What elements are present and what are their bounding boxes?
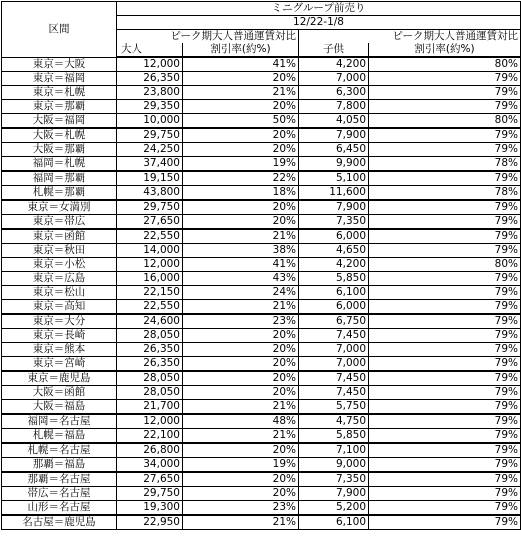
child-fare-cell: 7,450 bbox=[299, 386, 369, 400]
route-cell: 東京＝熊本 bbox=[2, 343, 117, 357]
table-row bbox=[2, 128, 521, 143]
child-fare-cell: 6,100 bbox=[299, 286, 369, 300]
child-fare-cell: 4,200 bbox=[299, 57, 369, 72]
child-discount-cell: 79% bbox=[369, 414, 521, 429]
child-fare-cell: 7,900 bbox=[299, 487, 369, 501]
table-row bbox=[2, 57, 521, 72]
adult-fare-cell: 26,350 bbox=[117, 357, 183, 372]
table-row bbox=[2, 414, 521, 429]
table-row bbox=[2, 357, 521, 372]
fare-table-sheet bbox=[1, 1, 521, 530]
adult-fare-cell: 28,050 bbox=[117, 371, 183, 386]
route-cell: 大阪＝函館 bbox=[2, 386, 117, 400]
child-fare-cell: 5,750 bbox=[299, 400, 369, 415]
route-cell: 帯広＝名古屋 bbox=[2, 487, 117, 501]
table-row bbox=[2, 114, 521, 129]
adult-discount-cell: 21% bbox=[183, 515, 299, 530]
child-discount-cell: 79% bbox=[369, 100, 521, 114]
adult-discount-cell: 22% bbox=[183, 171, 299, 186]
adult-fare-cell: 22,100 bbox=[117, 429, 183, 444]
table-row bbox=[2, 215, 521, 230]
route-cell: 東京＝高知 bbox=[2, 300, 117, 315]
child-fare-cell: 6,300 bbox=[299, 86, 369, 100]
route-cell: 東京＝札幌 bbox=[2, 86, 117, 100]
table-row bbox=[2, 329, 521, 343]
route-cell: 東京＝函館 bbox=[2, 229, 117, 244]
header-title: ミニグループ前売り bbox=[117, 2, 521, 16]
adult-discount-cell: 41% bbox=[183, 57, 299, 72]
table-row bbox=[2, 400, 521, 415]
route-cell: 那覇＝福島 bbox=[2, 458, 117, 473]
table-row bbox=[2, 371, 521, 386]
route-cell: 東京＝小松 bbox=[2, 258, 117, 272]
child-fare-cell: 5,200 bbox=[299, 501, 369, 516]
header-period: 12/22-1/8 bbox=[117, 16, 521, 30]
table-row bbox=[2, 314, 521, 329]
child-discount-cell: 79% bbox=[369, 458, 521, 473]
table-row bbox=[2, 286, 521, 300]
table-row bbox=[2, 143, 521, 157]
child-discount-cell: 79% bbox=[369, 429, 521, 444]
table-row bbox=[2, 186, 521, 201]
adult-discount-cell: 48% bbox=[183, 414, 299, 429]
route-cell: 福岡＝札幌 bbox=[2, 157, 117, 172]
adult-fare-cell: 21,700 bbox=[117, 400, 183, 415]
child-discount-cell: 79% bbox=[369, 215, 521, 230]
adult-discount-cell: 38% bbox=[183, 244, 299, 258]
route-cell: 札幌＝福島 bbox=[2, 429, 117, 444]
adult-discount-cell: 21% bbox=[183, 429, 299, 444]
child-fare-cell: 5,850 bbox=[299, 429, 369, 444]
table-row bbox=[2, 244, 521, 258]
table-row bbox=[2, 200, 521, 215]
route-cell: 札幌＝名古屋 bbox=[2, 443, 117, 458]
child-fare-cell: 9,900 bbox=[299, 157, 369, 172]
adult-fare-cell: 19,150 bbox=[117, 171, 183, 186]
header-adult-discount: 割引率(約%) bbox=[183, 43, 299, 57]
route-cell: 山形＝名古屋 bbox=[2, 501, 117, 516]
adult-discount-cell: 20% bbox=[183, 443, 299, 458]
header-adult-group: ピーク期大人普通運賃対比 bbox=[117, 30, 299, 44]
table-row bbox=[2, 100, 521, 114]
adult-discount-cell: 20% bbox=[183, 487, 299, 501]
adult-discount-cell: 21% bbox=[183, 86, 299, 100]
table-row bbox=[2, 386, 521, 400]
child-discount-cell: 80% bbox=[369, 57, 521, 72]
child-discount-cell: 79% bbox=[369, 386, 521, 400]
table-row bbox=[2, 458, 521, 473]
child-fare-cell: 6,000 bbox=[299, 300, 369, 315]
adult-fare-cell: 29,350 bbox=[117, 100, 183, 114]
child-discount-cell: 79% bbox=[369, 300, 521, 315]
child-discount-cell: 80% bbox=[369, 114, 521, 129]
child-discount-cell: 80% bbox=[369, 258, 521, 272]
header-child-group: ピーク期大人普通運賃対比 bbox=[299, 30, 521, 44]
child-discount-cell: 79% bbox=[369, 272, 521, 286]
adult-fare-cell: 12,000 bbox=[117, 258, 183, 272]
adult-fare-cell: 23,800 bbox=[117, 86, 183, 100]
adult-fare-cell: 26,350 bbox=[117, 343, 183, 357]
table-row bbox=[2, 515, 521, 530]
child-fare-cell: 9,000 bbox=[299, 458, 369, 473]
adult-fare-cell: 22,550 bbox=[117, 229, 183, 244]
adult-discount-cell: 20% bbox=[183, 128, 299, 143]
adult-fare-cell: 12,000 bbox=[117, 414, 183, 429]
adult-discount-cell: 41% bbox=[183, 258, 299, 272]
adult-fare-cell: 29,750 bbox=[117, 487, 183, 501]
child-discount-cell: 79% bbox=[369, 443, 521, 458]
adult-discount-cell: 19% bbox=[183, 157, 299, 172]
adult-fare-cell: 19,300 bbox=[117, 501, 183, 516]
route-cell: 大阪＝那覇 bbox=[2, 143, 117, 157]
child-fare-cell: 7,000 bbox=[299, 357, 369, 372]
route-cell: 大阪＝札幌 bbox=[2, 128, 117, 143]
table-row bbox=[2, 171, 521, 186]
header-child: 子供 bbox=[299, 43, 369, 57]
route-cell: 福岡＝名古屋 bbox=[2, 414, 117, 429]
adult-discount-cell: 20% bbox=[183, 343, 299, 357]
child-fare-cell: 7,900 bbox=[299, 128, 369, 143]
header-adult: 大人 bbox=[117, 43, 183, 57]
adult-discount-cell: 20% bbox=[183, 386, 299, 400]
adult-fare-cell: 14,000 bbox=[117, 244, 183, 258]
route-cell: 那覇＝名古屋 bbox=[2, 472, 117, 487]
adult-fare-cell: 43,800 bbox=[117, 186, 183, 201]
route-cell: 東京＝松山 bbox=[2, 286, 117, 300]
child-discount-cell: 79% bbox=[369, 171, 521, 186]
table-row bbox=[2, 229, 521, 244]
child-discount-cell: 79% bbox=[369, 72, 521, 86]
route-cell: 東京＝広島 bbox=[2, 272, 117, 286]
route-cell: 東京＝那覇 bbox=[2, 100, 117, 114]
adult-fare-cell: 26,350 bbox=[117, 72, 183, 86]
child-fare-cell: 7,900 bbox=[299, 200, 369, 215]
child-fare-cell: 4,750 bbox=[299, 414, 369, 429]
route-cell: 福岡＝那覇 bbox=[2, 171, 117, 186]
child-discount-cell: 79% bbox=[369, 244, 521, 258]
adult-discount-cell: 20% bbox=[183, 215, 299, 230]
table-row bbox=[2, 487, 521, 501]
adult-discount-cell: 24% bbox=[183, 286, 299, 300]
table-row bbox=[2, 343, 521, 357]
table-row bbox=[2, 443, 521, 458]
child-fare-cell: 7,100 bbox=[299, 443, 369, 458]
route-cell: 札幌＝那覇 bbox=[2, 186, 117, 201]
child-discount-cell: 79% bbox=[369, 286, 521, 300]
route-cell: 東京＝長崎 bbox=[2, 329, 117, 343]
adult-discount-cell: 50% bbox=[183, 114, 299, 129]
route-cell: 東京＝宮崎 bbox=[2, 357, 117, 372]
route-cell: 東京＝鹿児島 bbox=[2, 371, 117, 386]
child-discount-cell: 79% bbox=[369, 357, 521, 372]
child-fare-cell: 6,100 bbox=[299, 515, 369, 530]
table-row bbox=[2, 472, 521, 487]
child-fare-cell: 4,650 bbox=[299, 244, 369, 258]
child-fare-cell: 7,450 bbox=[299, 371, 369, 386]
route-cell: 東京＝秋田 bbox=[2, 244, 117, 258]
fare-table bbox=[1, 1, 521, 530]
adult-discount-cell: 20% bbox=[183, 72, 299, 86]
adult-discount-cell: 21% bbox=[183, 229, 299, 244]
child-fare-cell: 5,100 bbox=[299, 171, 369, 186]
adult-fare-cell: 37,400 bbox=[117, 157, 183, 172]
child-discount-cell: 79% bbox=[369, 128, 521, 143]
adult-fare-cell: 27,650 bbox=[117, 472, 183, 487]
child-fare-cell: 7,000 bbox=[299, 343, 369, 357]
child-discount-cell: 79% bbox=[369, 200, 521, 215]
child-discount-cell: 78% bbox=[369, 186, 521, 201]
child-discount-cell: 78% bbox=[369, 157, 521, 172]
child-fare-cell: 6,000 bbox=[299, 229, 369, 244]
adult-fare-cell: 29,750 bbox=[117, 200, 183, 215]
child-fare-cell: 7,800 bbox=[299, 100, 369, 114]
adult-fare-cell: 24,250 bbox=[117, 143, 183, 157]
adult-fare-cell: 34,000 bbox=[117, 458, 183, 473]
route-cell: 東京＝帯広 bbox=[2, 215, 117, 230]
adult-discount-cell: 20% bbox=[183, 100, 299, 114]
table-row bbox=[2, 86, 521, 100]
route-cell: 東京＝大分 bbox=[2, 314, 117, 329]
adult-discount-cell: 21% bbox=[183, 300, 299, 315]
child-fare-cell: 5,850 bbox=[299, 272, 369, 286]
fare-rows bbox=[2, 57, 521, 530]
table-row bbox=[2, 72, 521, 86]
child-fare-cell: 4,200 bbox=[299, 258, 369, 272]
child-discount-cell: 79% bbox=[369, 472, 521, 487]
child-fare-cell: 4,050 bbox=[299, 114, 369, 129]
child-discount-cell: 79% bbox=[369, 143, 521, 157]
child-fare-cell: 7,350 bbox=[299, 215, 369, 230]
table-row bbox=[2, 272, 521, 286]
adult-discount-cell: 20% bbox=[183, 371, 299, 386]
adult-fare-cell: 29,750 bbox=[117, 128, 183, 143]
child-discount-cell: 79% bbox=[369, 487, 521, 501]
child-discount-cell: 79% bbox=[369, 343, 521, 357]
adult-fare-cell: 10,000 bbox=[117, 114, 183, 129]
adult-fare-cell: 24,600 bbox=[117, 314, 183, 329]
adult-discount-cell: 20% bbox=[183, 357, 299, 372]
child-fare-cell: 7,350 bbox=[299, 472, 369, 487]
route-cell: 東京＝福岡 bbox=[2, 72, 117, 86]
adult-fare-cell: 22,550 bbox=[117, 300, 183, 315]
child-discount-cell: 79% bbox=[369, 86, 521, 100]
table-row bbox=[2, 429, 521, 444]
adult-fare-cell: 28,050 bbox=[117, 386, 183, 400]
table-row bbox=[2, 258, 521, 272]
route-cell: 大阪＝福島 bbox=[2, 400, 117, 415]
adult-fare-cell: 28,050 bbox=[117, 329, 183, 343]
adult-fare-cell: 26,800 bbox=[117, 443, 183, 458]
child-discount-cell: 79% bbox=[369, 501, 521, 516]
adult-discount-cell: 19% bbox=[183, 458, 299, 473]
adult-discount-cell: 20% bbox=[183, 143, 299, 157]
adult-discount-cell: 23% bbox=[183, 501, 299, 516]
table-row bbox=[2, 157, 521, 172]
adult-discount-cell: 20% bbox=[183, 200, 299, 215]
header-child-discount: 割引率(約%) bbox=[369, 43, 521, 57]
child-discount-cell: 79% bbox=[369, 314, 521, 329]
child-fare-cell: 6,750 bbox=[299, 314, 369, 329]
table-row bbox=[2, 501, 521, 516]
adult-fare-cell: 27,650 bbox=[117, 215, 183, 230]
child-fare-cell: 7,450 bbox=[299, 329, 369, 343]
adult-discount-cell: 20% bbox=[183, 329, 299, 343]
adult-fare-cell: 22,950 bbox=[117, 515, 183, 530]
child-fare-cell: 7,000 bbox=[299, 72, 369, 86]
route-cell: 名古屋＝鹿児島 bbox=[2, 515, 117, 530]
adult-discount-cell: 43% bbox=[183, 272, 299, 286]
child-discount-cell: 79% bbox=[369, 229, 521, 244]
child-fare-cell: 11,600 bbox=[299, 186, 369, 201]
adult-discount-cell: 23% bbox=[183, 314, 299, 329]
child-discount-cell: 79% bbox=[369, 400, 521, 415]
child-fare-cell: 6,450 bbox=[299, 143, 369, 157]
route-cell: 大阪＝福岡 bbox=[2, 114, 117, 129]
adult-discount-cell: 18% bbox=[183, 186, 299, 201]
adult-fare-cell: 16,000 bbox=[117, 272, 183, 286]
child-discount-cell: 79% bbox=[369, 515, 521, 530]
child-discount-cell: 79% bbox=[369, 329, 521, 343]
adult-discount-cell: 20% bbox=[183, 472, 299, 487]
adult-fare-cell: 12,000 bbox=[117, 57, 183, 72]
child-discount-cell: 79% bbox=[369, 371, 521, 386]
route-cell: 東京＝女満別 bbox=[2, 200, 117, 215]
adult-fare-cell: 22,150 bbox=[117, 286, 183, 300]
route-cell: 東京＝大阪 bbox=[2, 57, 117, 72]
adult-discount-cell: 21% bbox=[183, 400, 299, 415]
header-route: 区間 bbox=[2, 2, 117, 58]
table-row bbox=[2, 300, 521, 315]
